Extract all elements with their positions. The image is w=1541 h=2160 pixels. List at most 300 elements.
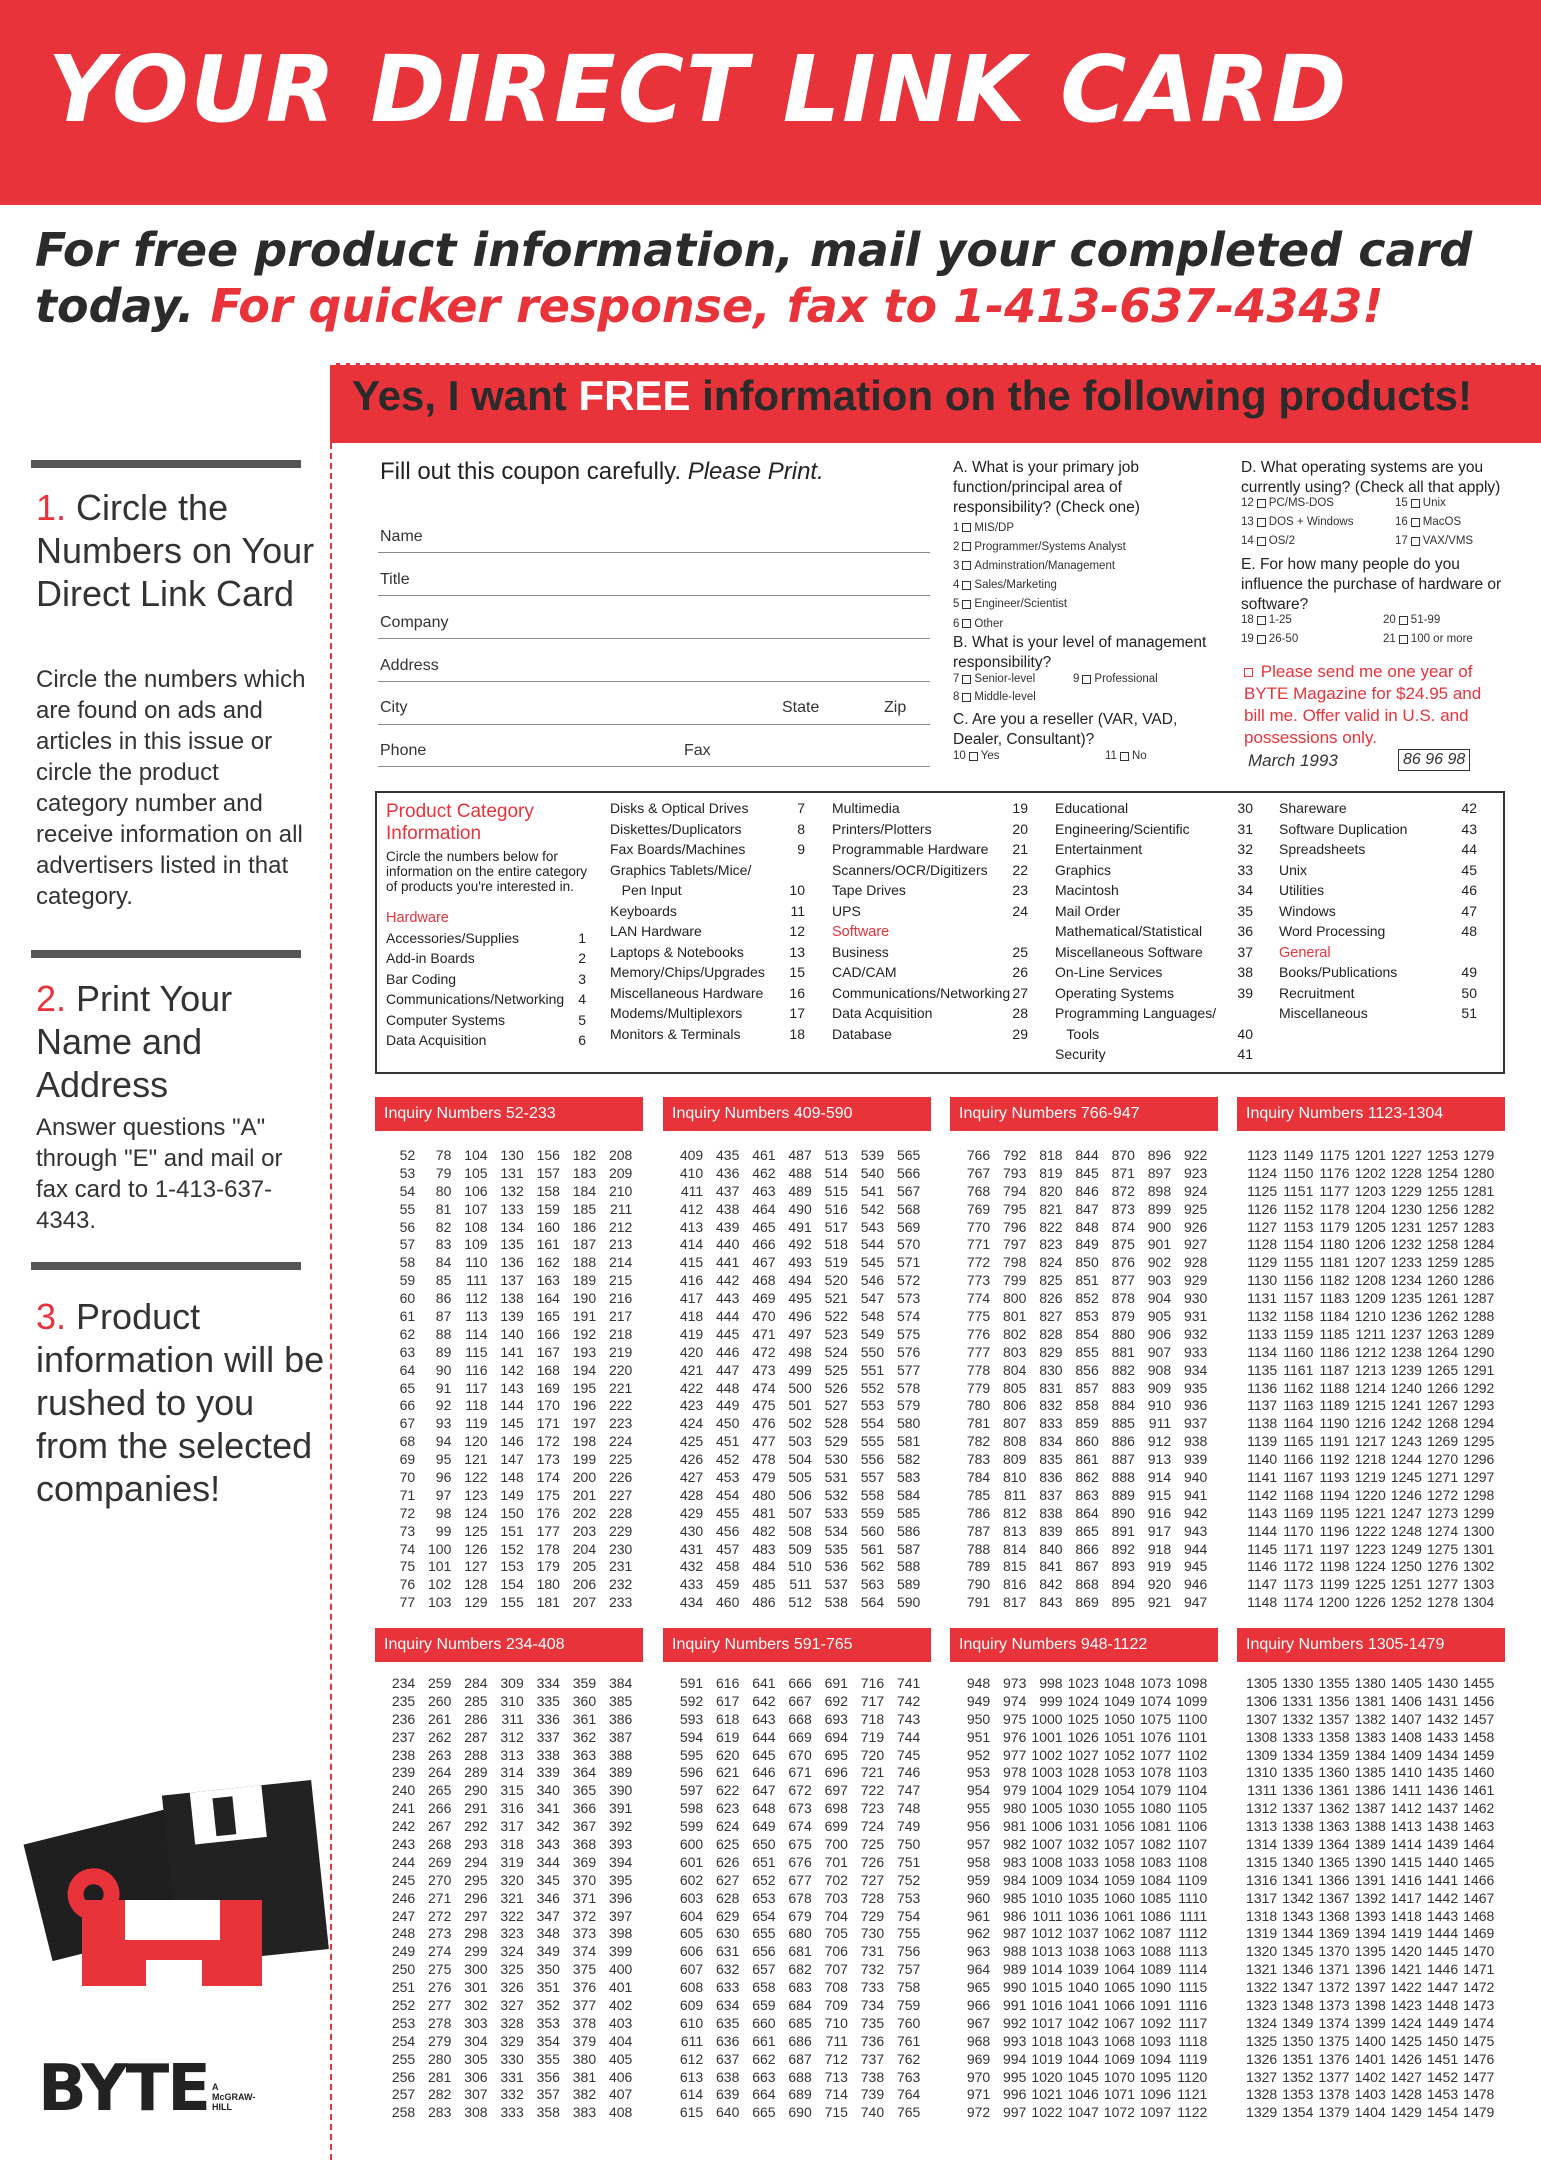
inquiry-number[interactable]: 1193 — [1319, 1469, 1350, 1486]
inquiry-number[interactable]: 1370 — [1318, 1943, 1350, 1960]
inquiry-number[interactable]: 1024 — [1067, 1692, 1099, 1709]
inquiry-number[interactable]: 1367 — [1318, 1889, 1350, 1906]
inquiry-number[interactable]: 1196 — [1319, 1522, 1350, 1539]
inquiry-number[interactable]: 93 — [435, 1415, 452, 1432]
inquiry-number[interactable]: 1070 — [1103, 2068, 1135, 2085]
inquiry-number[interactable]: 1447 — [1426, 1979, 1459, 1996]
inquiry-number[interactable]: 368 — [572, 1836, 597, 1853]
inquiry-number[interactable]: 211 — [609, 1200, 633, 1217]
inquiry-number[interactable]: 441 — [716, 1254, 740, 1271]
inquiry-number[interactable]: 987 — [1003, 1925, 1027, 1942]
inquiry-number[interactable]: 1140 — [1247, 1451, 1278, 1468]
inquiry-number[interactable]: 414 — [679, 1236, 704, 1253]
inquiry-number[interactable]: 986 — [1003, 1907, 1027, 1924]
inquiry-number[interactable]: 269 — [428, 1853, 452, 1870]
inquiry-number[interactable]: 1398 — [1354, 1997, 1386, 2014]
inquiry-number[interactable]: 572 — [896, 1272, 921, 1289]
inquiry-number[interactable]: 221 — [608, 1379, 633, 1396]
inquiry-number[interactable]: 1055 — [1103, 1800, 1135, 1817]
inquiry-number[interactable]: 402 — [608, 1997, 633, 2014]
inquiry-number[interactable]: 587 — [896, 1540, 921, 1557]
category-number[interactable]: 33 — [1237, 861, 1253, 878]
category-number[interactable]: 21 — [1012, 841, 1028, 857]
inquiry-number[interactable]: 1035 — [1067, 1889, 1099, 1906]
inquiry-number[interactable]: 759 — [896, 1997, 921, 2014]
inquiry-number[interactable]: 331 — [500, 2068, 524, 2085]
question-a-option[interactable] — [953, 576, 1126, 595]
inquiry-number[interactable]: 1313 — [1246, 1818, 1278, 1835]
category-number[interactable]: 20 — [1012, 820, 1028, 837]
inquiry-number[interactable]: 442 — [716, 1272, 740, 1289]
inquiry-number[interactable]: 1388 — [1354, 1818, 1386, 1835]
inquiry-number[interactable]: 323 — [500, 1925, 524, 1942]
inquiry-number[interactable]: 1049 — [1103, 1692, 1135, 1709]
inquiry-number[interactable]: 996 — [1003, 2086, 1027, 2103]
inquiry-number[interactable]: 1459 — [1463, 1746, 1495, 1763]
inquiry-number[interactable]: 718 — [860, 1710, 885, 1727]
question-a-option[interactable] — [953, 518, 1126, 537]
question-e-option[interactable] — [1383, 633, 1473, 645]
checkbox[interactable] — [1399, 635, 1408, 644]
inquiry-number[interactable]: 458 — [716, 1558, 740, 1575]
inquiry-number[interactable]: 1213 — [1354, 1361, 1386, 1378]
inquiry-number[interactable]: 306 — [464, 2068, 488, 2085]
inquiry-number[interactable]: 738 — [860, 2068, 885, 2085]
inquiry-number[interactable]: 1468 — [1463, 1907, 1495, 1924]
inquiry-number[interactable]: 427 — [679, 1469, 704, 1486]
inquiry-number[interactable]: 164 — [536, 1290, 560, 1307]
inquiry-number[interactable]: 521 — [824, 1290, 848, 1307]
inquiry-number[interactable]: 351 — [536, 1979, 560, 1996]
inquiry-number[interactable]: 1100 — [1177, 1710, 1208, 1727]
inquiry-number[interactable]: 66 — [399, 1397, 416, 1414]
category-item[interactable] — [1279, 921, 1477, 942]
inquiry-number[interactable]: 497 — [788, 1325, 812, 1342]
inquiry-number[interactable]: 819 — [1039, 1164, 1063, 1181]
inquiry-number[interactable]: 676 — [788, 1853, 812, 1870]
inquiry-number[interactable]: 774 — [966, 1290, 991, 1307]
inquiry-number[interactable]: 1182 — [1319, 1272, 1350, 1289]
inquiry-number[interactable]: 1424 — [1390, 2014, 1422, 2031]
inquiry-number[interactable]: 1282 — [1463, 1200, 1495, 1217]
inquiry-number[interactable]: 633 — [716, 1979, 740, 1996]
inquiry-number[interactable]: 295 — [464, 1871, 488, 1888]
inquiry-number[interactable]: 1008 — [1031, 1853, 1063, 1870]
inquiry-number[interactable]: 421 — [679, 1361, 704, 1378]
inquiry-number[interactable]: 980 — [1003, 1800, 1027, 1817]
inquiry-number[interactable]: 879 — [1111, 1308, 1135, 1325]
inquiry-number[interactable]: 896 — [1147, 1147, 1172, 1163]
inquiry-number[interactable]: 54 — [399, 1182, 416, 1199]
inquiry-number[interactable]: 213 — [608, 1236, 633, 1253]
inquiry-number[interactable]: 1291 — [1463, 1361, 1495, 1378]
inquiry-number[interactable]: 1385 — [1354, 1764, 1386, 1781]
inquiry-number[interactable]: 531 — [824, 1469, 848, 1486]
inquiry-number[interactable]: 276 — [428, 1979, 452, 1996]
inquiry-number[interactable]: 912 — [1147, 1433, 1172, 1450]
checkbox[interactable] — [962, 542, 971, 551]
inquiry-number[interactable]: 708 — [824, 1979, 848, 1996]
inquiry-number[interactable]: 173 — [536, 1451, 560, 1468]
question-d-option[interactable] — [1395, 497, 1446, 509]
inquiry-number[interactable]: 1456 — [1463, 1692, 1495, 1709]
inquiry-number[interactable]: 1257 — [1426, 1218, 1459, 1235]
inquiry-number[interactable]: 1084 — [1139, 1871, 1172, 1888]
inquiry-number[interactable]: 1278 — [1426, 1594, 1459, 1611]
inquiry-number[interactable]: 1108 — [1177, 1853, 1208, 1870]
inquiry-number[interactable]: 675 — [788, 1836, 812, 1853]
inquiry-number[interactable]: 1440 — [1426, 1853, 1459, 1870]
inquiry-number[interactable]: 1105 — [1177, 1800, 1208, 1817]
inquiry-number[interactable]: 1397 — [1354, 1979, 1386, 1996]
inquiry-number[interactable]: 71 — [399, 1486, 416, 1503]
inquiry-number[interactable]: 431 — [679, 1540, 704, 1557]
inquiry-number[interactable]: 927 — [1183, 1236, 1208, 1253]
inquiry-number[interactable]: 868 — [1075, 1576, 1099, 1593]
inquiry-number[interactable]: 1016 — [1031, 1997, 1063, 2014]
inquiry-number[interactable]: 564 — [860, 1594, 885, 1611]
inquiry-number[interactable]: 1186 — [1319, 1343, 1350, 1360]
inquiry-number[interactable]: 1092 — [1139, 2014, 1172, 2031]
inquiry-number[interactable]: 438 — [716, 1200, 740, 1217]
inquiry-number[interactable]: 611 — [680, 2032, 704, 2049]
inquiry-number[interactable]: 928 — [1183, 1254, 1208, 1271]
inquiry-number[interactable]: 1444 — [1426, 1925, 1459, 1942]
inquiry-number[interactable]: 754 — [896, 1907, 921, 1924]
inquiry-number[interactable]: 1427 — [1390, 2068, 1422, 2085]
inquiry-number[interactable]: 848 — [1075, 1218, 1099, 1235]
inquiry-number[interactable]: 474 — [752, 1379, 776, 1396]
inquiry-number[interactable]: 779 — [966, 1379, 991, 1396]
inquiry-number[interactable]: 1119 — [1178, 2050, 1208, 2067]
inquiry-number[interactable]: 1404 — [1354, 2104, 1386, 2121]
inquiry-number[interactable]: 252 — [391, 1997, 416, 2014]
inquiry-number[interactable]: 1230 — [1390, 1200, 1422, 1217]
category-number[interactable]: 51 — [1461, 1005, 1477, 1021]
inquiry-number[interactable]: 576 — [896, 1343, 921, 1360]
category-item[interactable] — [1055, 942, 1253, 963]
inquiry-number[interactable]: 629 — [716, 1907, 740, 1924]
inquiry-number[interactable]: 764 — [896, 2086, 921, 2103]
inquiry-number[interactable]: 545 — [860, 1254, 885, 1271]
inquiry-number[interactable]: 1044 — [1067, 2050, 1099, 2067]
inquiry-number[interactable]: 757 — [896, 1961, 921, 1978]
inquiry-number[interactable]: 1359 — [1318, 1746, 1350, 1763]
inquiry-number[interactable]: 965 — [966, 1979, 991, 1996]
inquiry-number[interactable]: 1221 — [1354, 1504, 1386, 1521]
inquiry-number[interactable]: 557 — [860, 1469, 885, 1486]
inquiry-number[interactable]: 1096 — [1139, 2086, 1172, 2103]
category-number[interactable]: 13 — [789, 943, 805, 960]
inquiry-number[interactable]: 752 — [896, 1871, 921, 1888]
inquiry-number[interactable]: 677 — [788, 1871, 812, 1888]
inquiry-number[interactable]: 236 — [391, 1710, 416, 1727]
inquiry-number[interactable]: 687 — [788, 2050, 812, 2067]
inquiry-number[interactable]: 270 — [428, 1871, 452, 1888]
inquiry-number[interactable]: 348 — [536, 1925, 560, 1942]
inquiry-number[interactable]: 592 — [679, 1692, 704, 1709]
inquiry-number[interactable]: 705 — [824, 1925, 848, 1942]
inquiry-number[interactable]: 538 — [824, 1594, 848, 1611]
inquiry-number[interactable]: 742 — [896, 1692, 921, 1709]
inquiry-number[interactable]: 944 — [1183, 1540, 1208, 1557]
inquiry-number[interactable]: 692 — [824, 1692, 848, 1709]
inquiry-number[interactable]: 637 — [716, 2050, 740, 2067]
inquiry-number[interactable]: 1473 — [1463, 1997, 1495, 2014]
inquiry-number[interactable]: 858 — [1075, 1397, 1099, 1414]
category-number[interactable]: 45 — [1461, 861, 1477, 878]
inquiry-number[interactable]: 116 — [465, 1361, 488, 1378]
inquiry-number[interactable]: 804 — [1003, 1361, 1027, 1378]
category-item[interactable] — [386, 1030, 586, 1051]
inquiry-number[interactable]: 1320 — [1246, 1943, 1278, 1960]
inquiry-number[interactable]: 1065 — [1103, 1979, 1135, 1996]
inquiry-number[interactable]: 1268 — [1426, 1415, 1459, 1432]
inquiry-number[interactable]: 970 — [966, 2068, 991, 2085]
inquiry-number[interactable]: 61 — [399, 1308, 416, 1325]
category-item[interactable] — [1055, 880, 1253, 901]
inquiry-number[interactable]: 583 — [896, 1469, 921, 1486]
inquiry-number[interactable]: 1360 — [1318, 1764, 1350, 1781]
inquiry-number[interactable]: 1085 — [1139, 1889, 1172, 1906]
inquiry-number[interactable]: 259 — [428, 1675, 452, 1691]
inquiry-number[interactable]: 1281 — [1463, 1182, 1495, 1199]
inquiry-number[interactable]: 1348 — [1282, 1997, 1314, 2014]
question-d-option[interactable] — [1241, 516, 1353, 528]
inquiry-number[interactable]: 701 — [824, 1853, 848, 1870]
inquiry-number[interactable]: 784 — [966, 1469, 991, 1486]
inquiry-number[interactable]: 569 — [896, 1218, 921, 1235]
inquiry-number[interactable]: 1228 — [1390, 1164, 1422, 1181]
inquiry-number[interactable]: 824 — [1039, 1254, 1063, 1271]
inquiry-number[interactable]: 329 — [500, 2032, 524, 2049]
question-d-option[interactable] — [1241, 535, 1295, 547]
inquiry-number[interactable]: 794 — [1003, 1182, 1027, 1199]
inquiry-number[interactable]: 268 — [428, 1836, 452, 1853]
inquiry-number[interactable]: 681 — [788, 1943, 812, 1960]
inquiry-number[interactable]: 1284 — [1463, 1236, 1495, 1253]
inquiry-number[interactable]: 168 — [536, 1361, 560, 1378]
inquiry-number[interactable]: 1242 — [1390, 1415, 1422, 1432]
inquiry-number[interactable]: 1351 — [1282, 2050, 1314, 2067]
inquiry-number[interactable]: 155 — [500, 1594, 524, 1611]
inquiry-number[interactable]: 902 — [1147, 1254, 1172, 1271]
inquiry-number[interactable]: 464 — [752, 1200, 776, 1217]
inquiry-number[interactable]: 175 — [536, 1486, 560, 1503]
inquiry-number[interactable]: 1166 — [1283, 1451, 1314, 1468]
inquiry-number[interactable]: 1290 — [1463, 1343, 1495, 1360]
inquiry-number[interactable]: 1462 — [1463, 1800, 1495, 1817]
inquiry-number[interactable]: 968 — [966, 2032, 991, 2049]
inquiry-number[interactable]: 1051 — [1103, 1728, 1135, 1745]
inquiry-number[interactable]: 243 — [391, 1836, 416, 1853]
inquiry-number[interactable]: 686 — [788, 2032, 812, 2049]
inquiry-number[interactable]: 76 — [399, 1576, 416, 1593]
inquiry-number[interactable]: 64 — [399, 1361, 416, 1378]
inquiry-number[interactable]: 985 — [1003, 1889, 1027, 1906]
inquiry-number[interactable]: 322 — [500, 1907, 524, 1924]
category-number[interactable]: 7 — [797, 800, 805, 816]
inquiry-number[interactable]: 1185 — [1319, 1325, 1350, 1342]
inquiry-number[interactable]: 154 — [500, 1576, 524, 1593]
inquiry-number[interactable]: 821 — [1039, 1200, 1063, 1217]
inquiry-number[interactable]: 992 — [1003, 2014, 1027, 2031]
inquiry-number[interactable]: 762 — [896, 2050, 921, 2067]
inquiry-number[interactable]: 549 — [860, 1325, 885, 1342]
inquiry-number[interactable]: 1128 — [1247, 1236, 1278, 1253]
inquiry-number[interactable]: 1233 — [1390, 1254, 1422, 1271]
inquiry-number[interactable]: 1269 — [1426, 1433, 1459, 1450]
inquiry-number[interactable]: 174 — [536, 1469, 560, 1486]
inquiry-number[interactable]: 674 — [788, 1818, 812, 1835]
address-field[interactable] — [378, 681, 930, 682]
inquiry-number[interactable]: 907 — [1147, 1343, 1172, 1360]
inquiry-number[interactable]: 403 — [608, 2014, 633, 2031]
category-item[interactable] — [610, 942, 805, 963]
inquiry-number[interactable]: 568 — [896, 1200, 921, 1217]
inquiry-number[interactable]: 790 — [966, 1576, 991, 1593]
inquiry-number[interactable]: 378 — [572, 2014, 597, 2031]
inquiry-number[interactable]: 993 — [1003, 2032, 1027, 2049]
inquiry-number[interactable]: 614 — [679, 2086, 704, 2103]
inquiry-number[interactable]: 1211 — [1355, 1325, 1386, 1342]
inquiry-number[interactable]: 467 — [752, 1254, 776, 1271]
inquiry-number[interactable]: 279 — [428, 2032, 452, 2049]
inquiry-number[interactable]: 966 — [966, 1997, 991, 2014]
checkbox[interactable] — [962, 561, 971, 570]
inquiry-number[interactable]: 783 — [966, 1451, 991, 1468]
inquiry-number[interactable]: 437 — [716, 1182, 740, 1199]
inquiry-number[interactable]: 405 — [608, 2050, 633, 2067]
inquiry-number[interactable]: 60 — [399, 1290, 416, 1307]
inquiry-number[interactable]: 787 — [966, 1522, 991, 1539]
inquiry-number[interactable]: 287 — [464, 1728, 488, 1745]
inquiry-number[interactable]: 1152 — [1283, 1200, 1314, 1217]
inquiry-number[interactable]: 605 — [679, 1925, 704, 1942]
inquiry-number[interactable]: 607 — [679, 1961, 704, 1978]
inquiry-number[interactable]: 1000 — [1031, 1710, 1063, 1727]
inquiry-number[interactable]: 554 — [860, 1415, 885, 1432]
inquiry-number[interactable]: 721 — [860, 1764, 885, 1781]
category-item[interactable] — [1055, 819, 1253, 840]
inquiry-number[interactable]: 1180 — [1319, 1236, 1350, 1253]
inquiry-number[interactable]: 1153 — [1283, 1218, 1314, 1235]
inquiry-number[interactable]: 136 — [500, 1254, 524, 1271]
question-c-option[interactable] — [1105, 750, 1147, 762]
inquiry-number[interactable]: 481 — [752, 1504, 776, 1521]
inquiry-number[interactable]: 811 — [1004, 1486, 1027, 1503]
inquiry-number[interactable]: 978 — [1003, 1764, 1027, 1781]
inquiry-number[interactable]: 856 — [1075, 1361, 1099, 1378]
inquiry-number[interactable]: 1013 — [1031, 1943, 1063, 1960]
inquiry-number[interactable]: 1017 — [1031, 2014, 1063, 2031]
inquiry-number[interactable]: 1202 — [1354, 1164, 1386, 1181]
inquiry-number[interactable]: 1332 — [1282, 1710, 1314, 1727]
inquiry-number[interactable]: 873 — [1111, 1200, 1135, 1217]
category-item[interactable] — [610, 983, 805, 1004]
inquiry-number[interactable]: 230 — [608, 1540, 633, 1557]
inquiry-number[interactable]: 184 — [572, 1182, 597, 1199]
category-item[interactable] — [1055, 860, 1253, 881]
inquiry-number[interactable]: 1039 — [1067, 1961, 1099, 1978]
inquiry-number[interactable]: 1123 — [1247, 1147, 1278, 1163]
inquiry-number[interactable]: 1025 — [1067, 1710, 1099, 1727]
inquiry-number[interactable]: 129 — [464, 1594, 488, 1611]
inquiry-number[interactable]: 1087 — [1139, 1925, 1172, 1942]
inquiry-number[interactable]: 388 — [608, 1746, 633, 1763]
inquiry-number[interactable]: 578 — [896, 1379, 921, 1396]
category-item[interactable] — [386, 989, 586, 1010]
inquiry-number[interactable]: 1314 — [1246, 1836, 1278, 1853]
inquiry-number[interactable]: 820 — [1039, 1182, 1063, 1199]
inquiry-number[interactable]: 553 — [860, 1397, 885, 1414]
inquiry-number[interactable]: 1289 — [1463, 1325, 1495, 1342]
inquiry-number[interactable]: 1110 — [1178, 1889, 1208, 1906]
inquiry-number[interactable]: 1304 — [1463, 1594, 1495, 1611]
category-number[interactable]: 6 — [578, 1032, 586, 1048]
inquiry-number[interactable]: 1130 — [1247, 1272, 1278, 1289]
inquiry-number[interactable]: 1111 — [1179, 1907, 1208, 1924]
inquiry-number[interactable]: 909 — [1147, 1379, 1172, 1396]
inquiry-number[interactable]: 1088 — [1139, 1943, 1172, 1960]
inquiry-number[interactable]: 1461 — [1463, 1782, 1495, 1799]
inquiry-number[interactable]: 516 — [824, 1200, 848, 1217]
inquiry-number[interactable]: 356 — [536, 2068, 560, 2085]
checkbox[interactable] — [1411, 537, 1420, 546]
inquiry-number[interactable]: 550 — [860, 1343, 885, 1360]
inquiry-number[interactable]: 1279 — [1463, 1147, 1495, 1163]
inquiry-number[interactable]: 663 — [752, 2068, 776, 2085]
inquiry-number[interactable]: 335 — [536, 1692, 560, 1709]
inquiry-number[interactable]: 921 — [1147, 1594, 1172, 1611]
inquiry-number[interactable]: 1056 — [1103, 1818, 1135, 1835]
inquiry-number[interactable]: 364 — [572, 1764, 597, 1781]
inquiry-number[interactable]: 1168 — [1283, 1486, 1314, 1503]
inquiry-number[interactable]: 245 — [391, 1871, 416, 1888]
category-number[interactable]: 15 — [789, 964, 805, 980]
inquiry-number[interactable]: 1437 — [1426, 1800, 1459, 1817]
inquiry-number[interactable]: 104 — [464, 1147, 488, 1163]
inquiry-number[interactable]: 1250 — [1390, 1558, 1422, 1575]
inquiry-number[interactable]: 260 — [428, 1692, 452, 1709]
inquiry-number[interactable]: 777 — [966, 1343, 991, 1360]
inquiry-number[interactable]: 222 — [608, 1397, 633, 1414]
inquiry-number[interactable]: 370 — [572, 1871, 597, 1888]
question-e-option[interactable] — [1241, 633, 1298, 645]
inquiry-number[interactable]: 1178 — [1319, 1200, 1350, 1217]
inquiry-number[interactable]: 855 — [1075, 1343, 1099, 1360]
inquiry-number[interactable]: 112 — [465, 1290, 488, 1307]
inquiry-number[interactable]: 570 — [896, 1236, 921, 1253]
question-b-option[interactable] — [953, 673, 1035, 685]
inquiry-number[interactable]: 218 — [608, 1325, 633, 1342]
inquiry-number[interactable]: 884 — [1111, 1397, 1135, 1414]
inquiry-number[interactable]: 119 — [465, 1415, 488, 1432]
inquiry-number[interactable]: 946 — [1183, 1576, 1208, 1593]
inquiry-number[interactable]: 1174 — [1283, 1594, 1314, 1611]
inquiry-number[interactable]: 1344 — [1282, 1925, 1314, 1942]
inquiry-number[interactable]: 563 — [860, 1576, 885, 1593]
inquiry-number[interactable]: 346 — [536, 1889, 560, 1906]
inquiry-number[interactable]: 1142 — [1247, 1486, 1278, 1503]
inquiry-number[interactable]: 624 — [716, 1818, 740, 1835]
inquiry-number[interactable]: 1426 — [1390, 2050, 1422, 2067]
inquiry-number[interactable]: 1475 — [1463, 2032, 1495, 2049]
inquiry-number[interactable]: 1383 — [1354, 1728, 1386, 1745]
inquiry-number[interactable]: 217 — [608, 1308, 633, 1325]
inquiry-number[interactable]: 917 — [1147, 1522, 1172, 1539]
inquiry-number[interactable]: 393 — [608, 1836, 633, 1853]
